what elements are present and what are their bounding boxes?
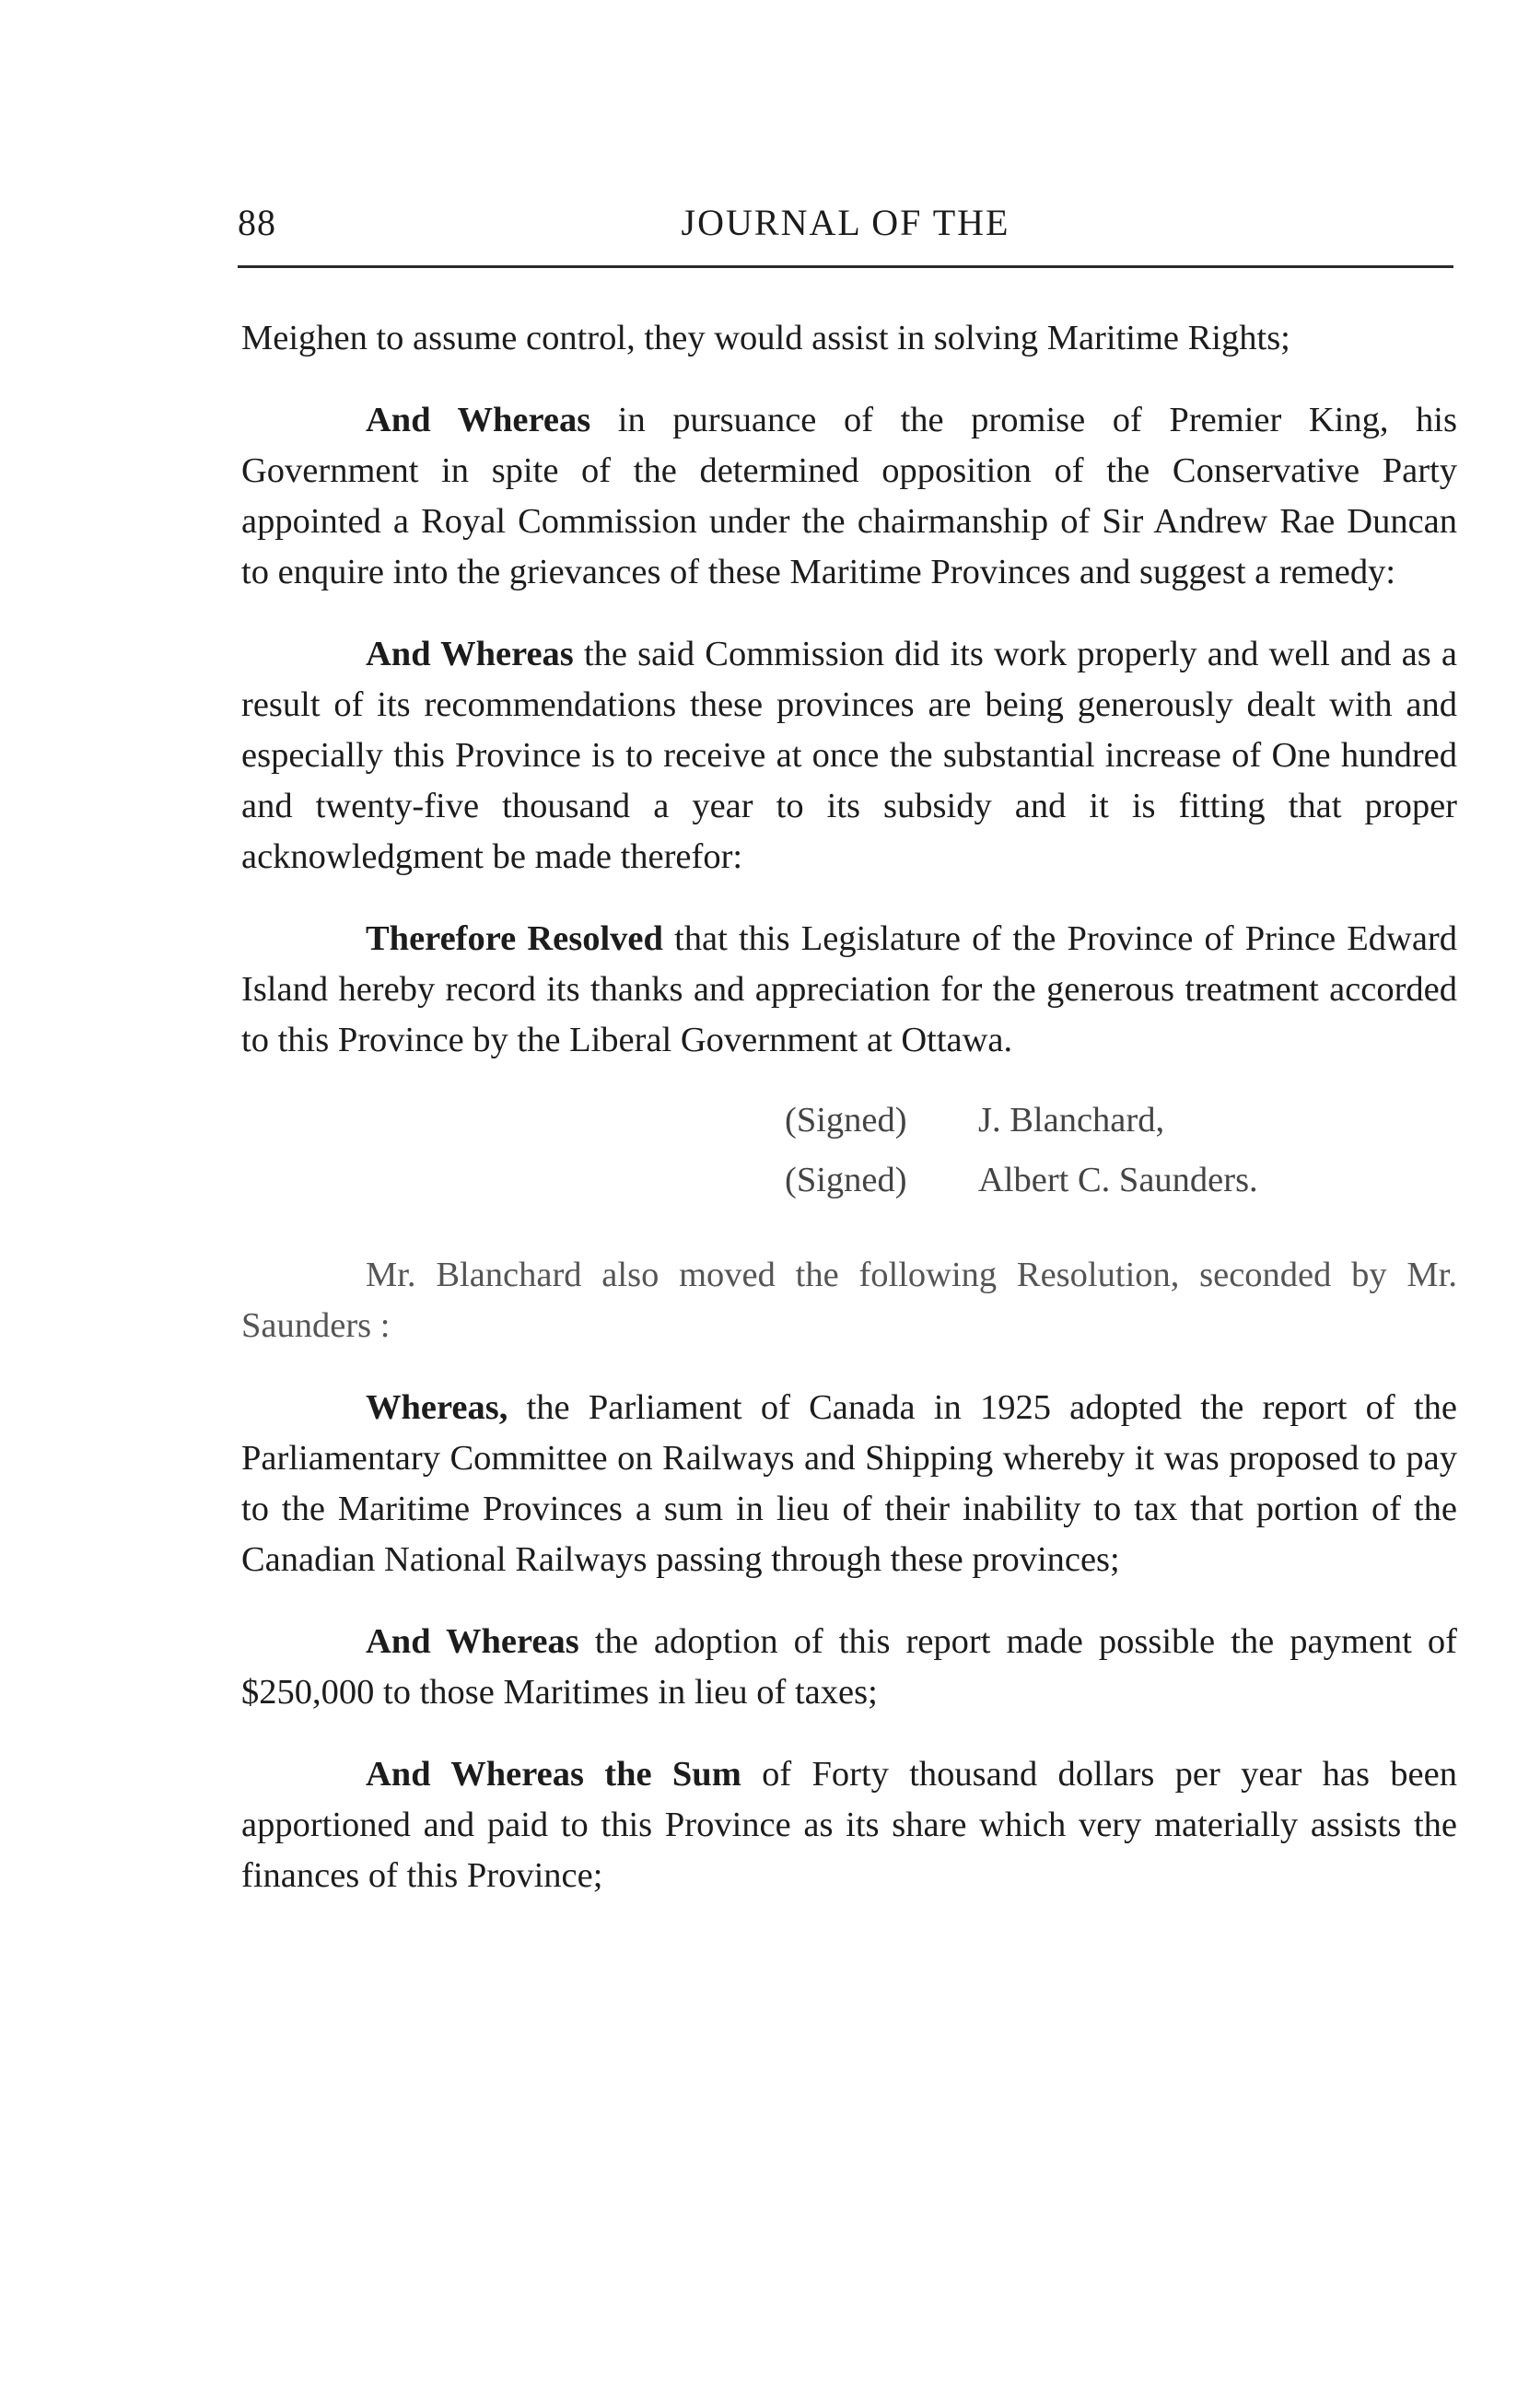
paragraph-lead: And Whereas (366, 1622, 579, 1661)
paragraph-lead: And Whereas (366, 401, 591, 439)
paragraph-whereas-work (241, 629, 1457, 883)
paragraph-text: the Parliament of Canada in 1925 adopted the report of the Parliamentary Committee on Railways and Shipping whereby it was proposed to pay to the Maritime Provinces a sum in lieu of their inability to tax that portion of the Canadian National Railways passing through these provinces; (241, 1388, 1457, 1579)
page-header (238, 201, 1453, 256)
paragraph-lead: And Whereas (366, 635, 574, 673)
paragraph-whereas-parliament (241, 1383, 1457, 1585)
paragraph-text: the adoption of this report made possible the payment of $250,000 to those Maritimes in lieu of taxes; (241, 1622, 1457, 1712)
signatory-name: J. Blanchard, (978, 1101, 1165, 1140)
paragraph-whereas-commission (241, 395, 1457, 598)
signature-line (785, 1155, 1457, 1206)
signature-block (785, 1095, 1457, 1206)
header-rule (238, 265, 1453, 268)
body-text (241, 313, 1457, 1901)
paragraph-text: of Forty thousand dollars per year has been apportioned and paid to this Province as its share which very materially assists the finances of this Province; (241, 1755, 1457, 1895)
paragraph-whereas-sum (241, 1749, 1457, 1901)
paragraph-lead: Whereas, (366, 1388, 508, 1427)
page-number: 88 (238, 202, 276, 243)
paragraph-text: the said Commission did its work properly and well and as a result of its recommendations these provinces are being generously dealt with and especially this Province is to receive at once the substantial increase of One hundred and twenty-five thousand a year to its subsidy and it is fitting that proper acknowledgment be made therefor: (241, 635, 1457, 876)
paragraph-continuation (241, 313, 1457, 364)
paragraph-text: Meighen to assume control, they would assist in solving Maritime Rights; (241, 319, 1290, 357)
signature-label: (Signed) (785, 1161, 907, 1199)
paragraph-motion (241, 1250, 1457, 1351)
paragraph-text: in pursuance of the promise of Premier King, his Government in spite of the determined opposition of the Conservative Party appointed a Royal Commission under the chairmanship of Sir Andrew Rae Duncan to enquire into the grievances of these Maritime Provinces and suggest a remedy: (241, 401, 1457, 591)
running-title: JOURNAL OF THE (681, 202, 1010, 243)
paragraph-lead: And Whereas the Sum (366, 1755, 741, 1794)
signatory-name: Albert C. Saunders. (978, 1161, 1258, 1199)
paragraph-lead: Therefore Resolved (366, 919, 663, 958)
signature-label: (Signed) (785, 1101, 907, 1140)
paragraph-resolved (241, 914, 1457, 1066)
signature-line (785, 1095, 1457, 1146)
paragraph-text: that this Legislature of the Province of Prince Edward Island hereby record its thanks and appreciation for the generous treatment accorded to this Province by the Liberal Government at Ottawa. (241, 919, 1457, 1059)
paragraph-whereas-adoption (241, 1617, 1457, 1718)
paragraph-text: Mr. Blanchard also moved the following Resolution, seconded by Mr. Saunders : (241, 1256, 1457, 1345)
